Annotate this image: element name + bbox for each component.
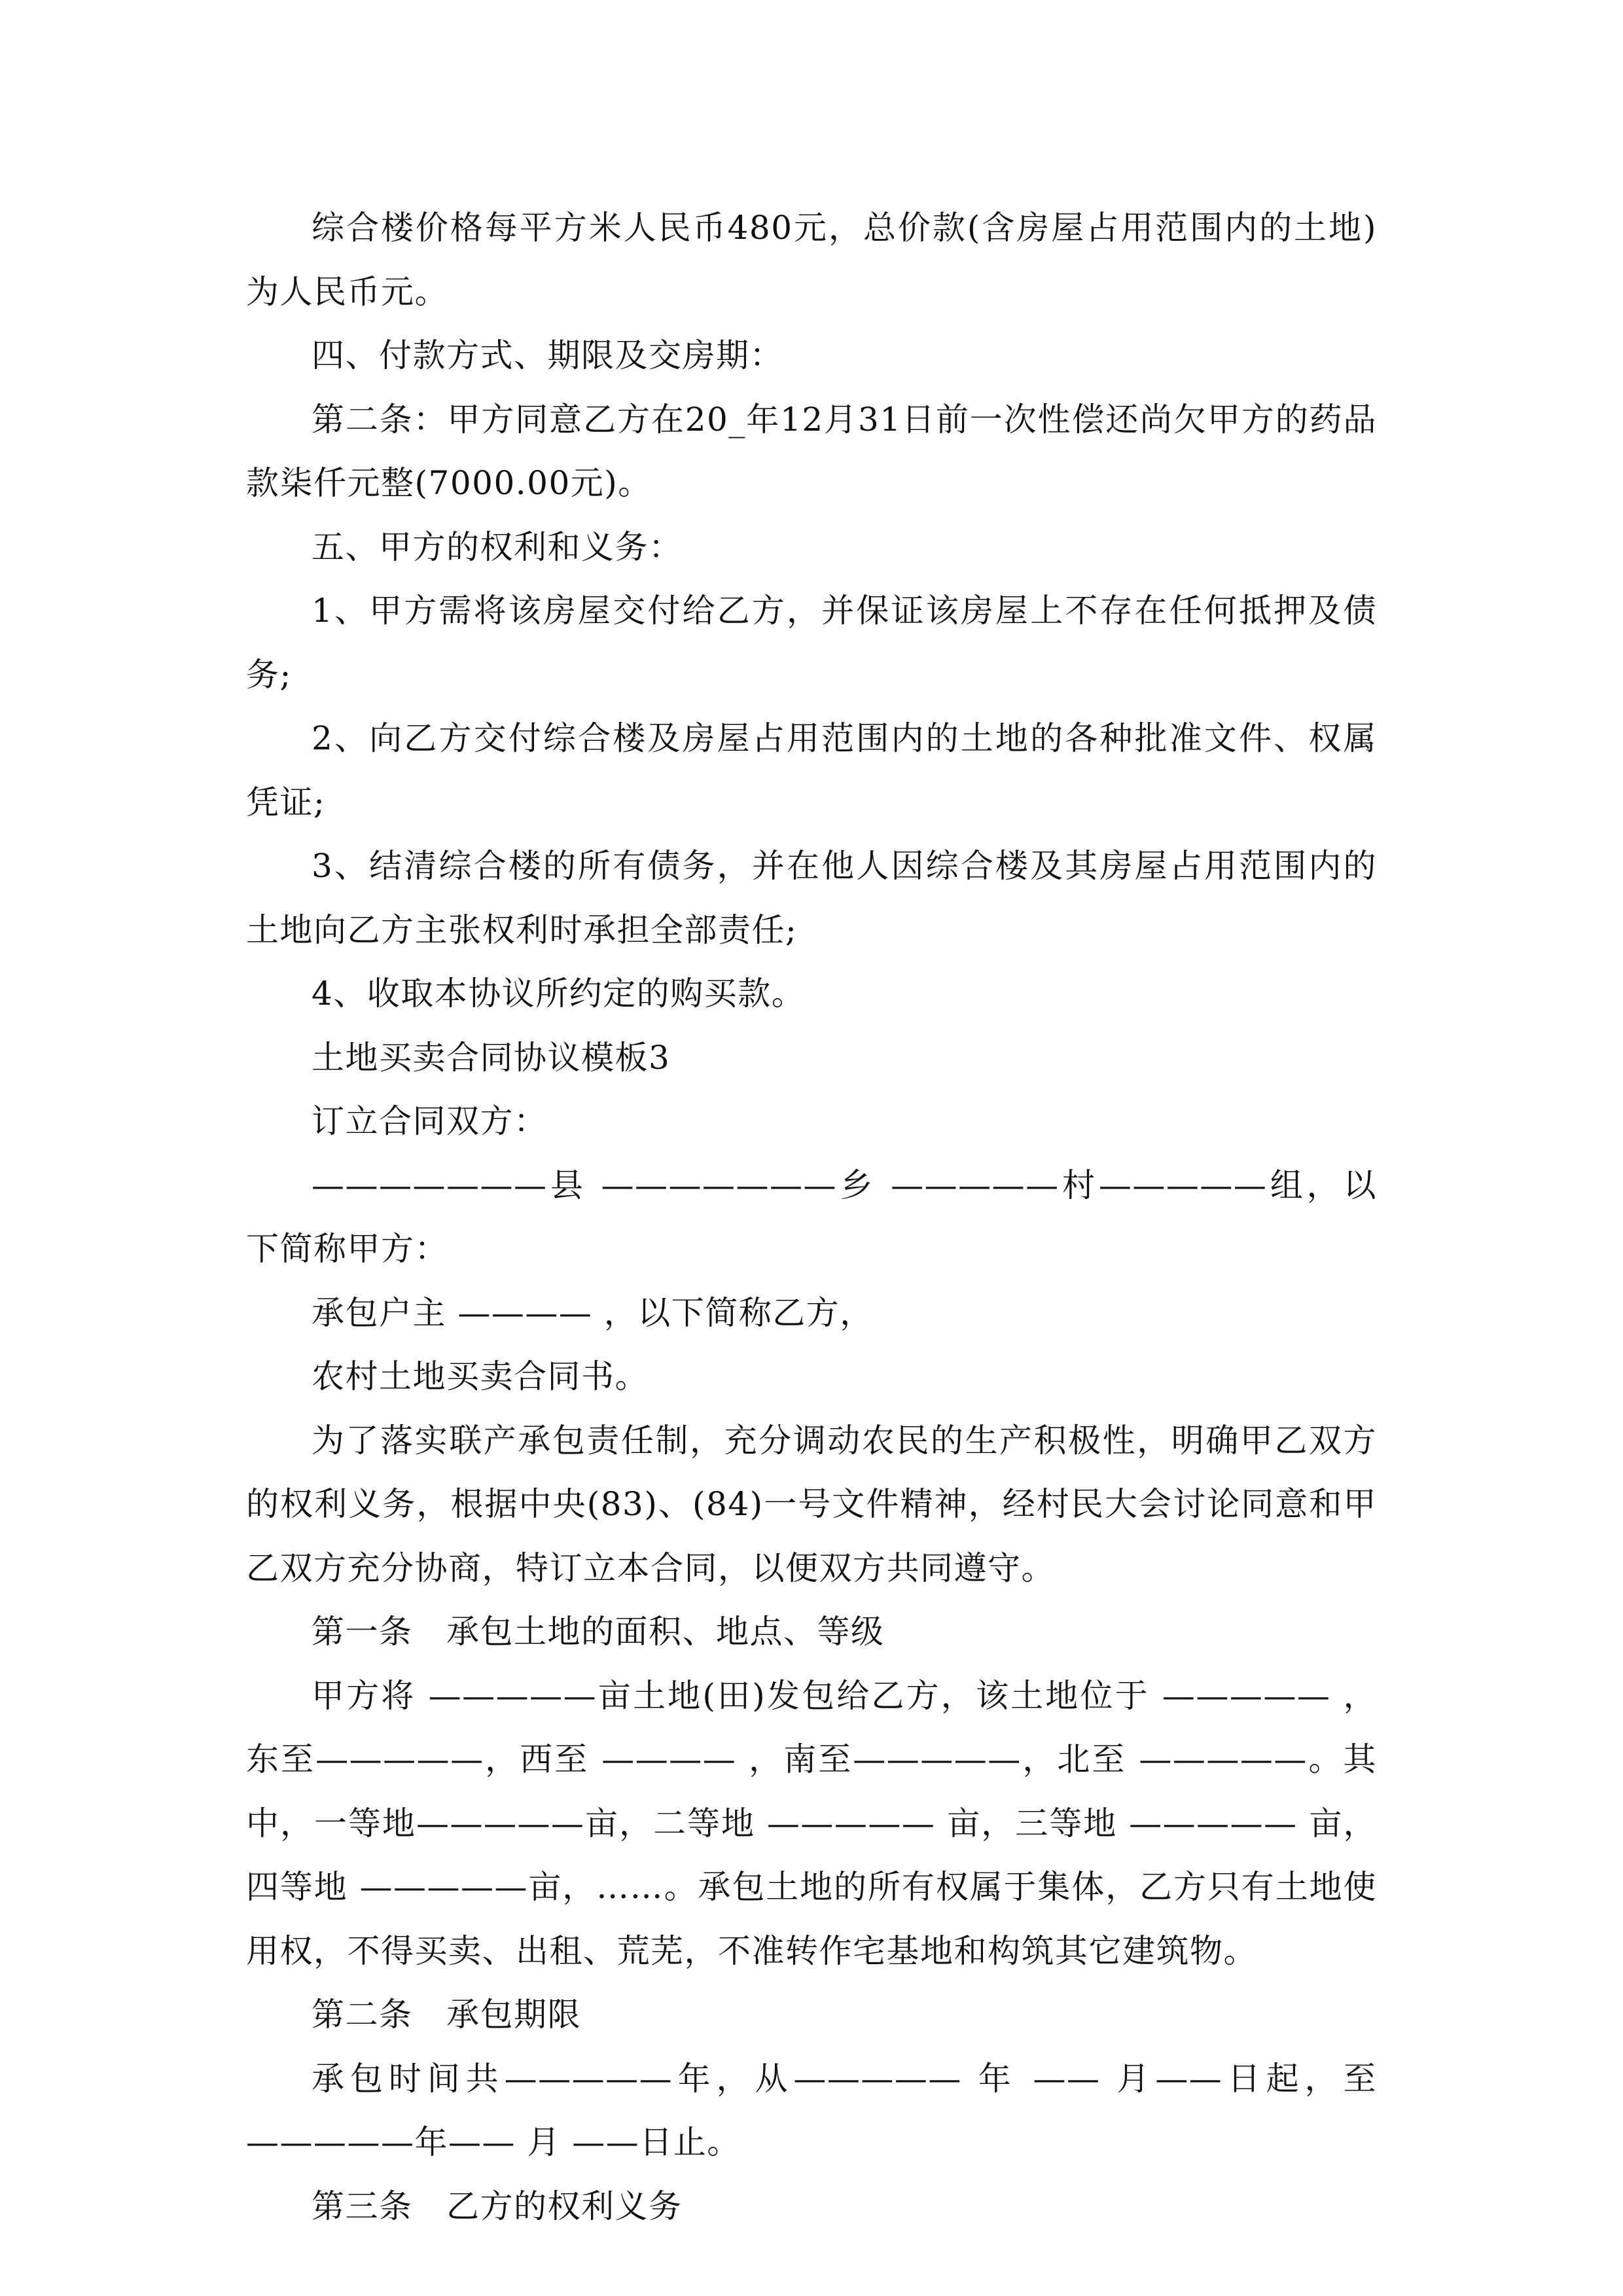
paragraph-article-one-heading: 第一条 承包土地的面积、地点、等级 [312, 1613, 885, 1651]
paragraph-article-two-heading: 第二条 承包期限 [312, 1996, 581, 2034]
paragraph-party-b: 承包户主 ———— ，以下简称乙方， [312, 1293, 874, 1332]
paragraph-heading-payment: 四、付款方式、期限及交房期： [312, 336, 783, 374]
paragraph-article-two-payment: 第二条：甲方同意乙方在20_年12月31日前一次性偿还尚欠甲方的药品款柒仟元整(7000.00元)。 [246, 400, 1377, 502]
paragraph-party-a: ———————县 ———————乡 —————村—————组，以下简称甲方： [246, 1166, 1377, 1268]
paragraph-preamble: 为了落实联产承包责任制，充分调动农民的生产积极性，明确甲乙双方的权利义务，根据中央(83)、(84)一号文件精神，经村民大会讨论同意和甲乙双方充分协商，特订立本合同，以便双方共同遵守。 [246, 1421, 1377, 1587]
paragraph-item-4: 4、收取本协议所约定的购买款。 [312, 975, 806, 1013]
paragraph-heading-rights: 五、甲方的权利和义务： [312, 528, 683, 566]
document-body [246, 196, 1377, 2238]
paragraph-article-one-body: 甲方将 —————亩土地(田)发包给乙方，该土地位于 ————— ，东至—————，西至 ———— ，南至—————，北至 —————。其中，一等地—————亩，二等地 ————— 亩，三等地 ————— 亩，四等地 —————亩，……。承包土地的所有权属于集体，乙方只有土地使用权，不得买卖、出租、荒芜，不准转作宅基地和构筑其它建筑物。 [246, 1676, 1377, 1970]
paragraph-contract-name: 农村土地买卖合同书。 [312, 1357, 649, 1395]
paragraph-parties-heading: 订立合同双方： [312, 1102, 548, 1140]
paragraph-template-title: 土地买卖合同协议模板3 [312, 1038, 671, 1077]
paragraph-article-three-heading: 第三条 乙方的权利义务 [312, 2187, 683, 2225]
paragraph-item-2: 2、向乙方交付综合楼及房屋占用范围内的土地的各种批准文件、权属凭证; [246, 719, 1377, 821]
paragraph-item-3: 3、结清综合楼的所有债务，并在他人因综合楼及其房屋占用范围内的土地向乙方主张权利时承担全部责任; [246, 847, 1377, 949]
paragraph-article-two-body: 承包时间共—————年，从————— 年 —— 月——日起，至 —————年—— 月 ——日止。 [246, 2059, 1377, 2161]
paragraph-item-1: 1、甲方需将该房屋交付给乙方，并保证该房屋上不存在任何抵押及债务; [246, 592, 1377, 694]
paragraph-price: 综合楼价格每平方米人民币480元，总价款(含房屋占用范围内的土地)为人民币元。 [246, 209, 1377, 311]
